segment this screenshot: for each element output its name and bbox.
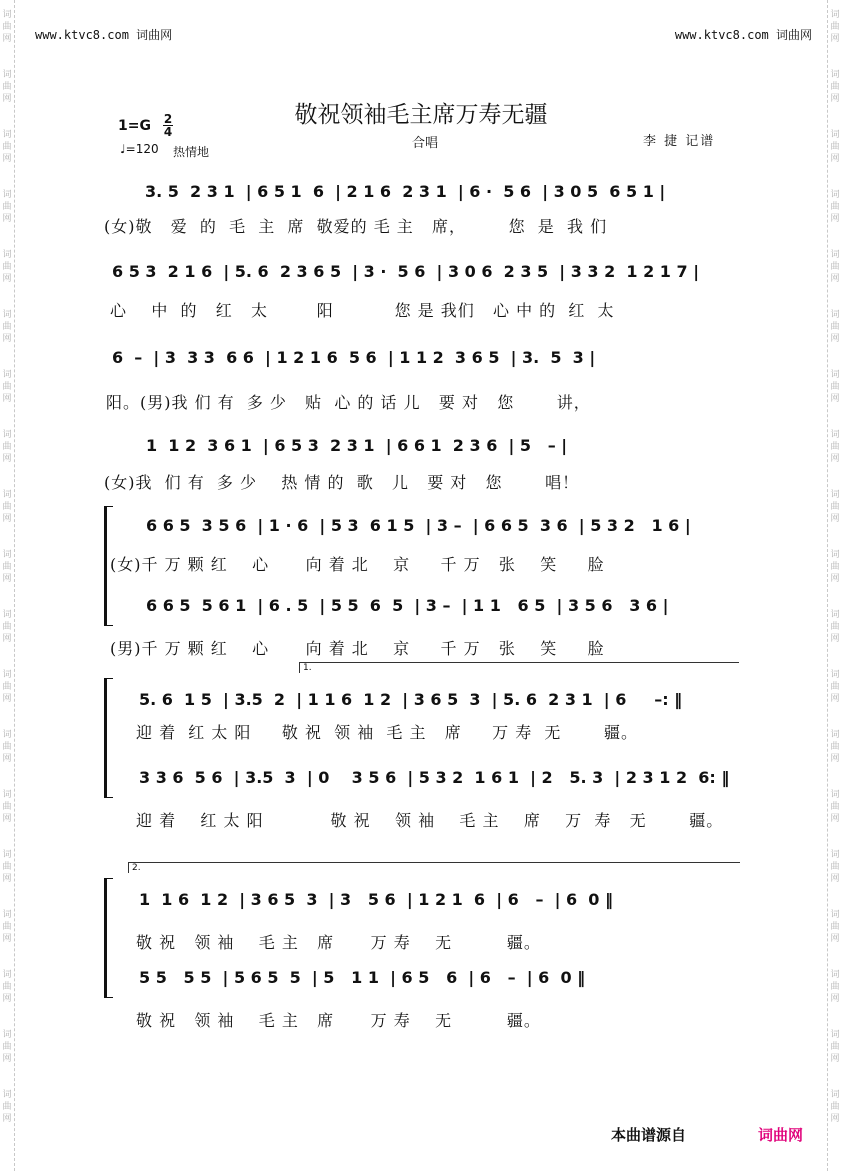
watermark-glyph: 曲 xyxy=(830,922,840,932)
watermark-glyph: 曲 xyxy=(2,682,12,692)
watermark-glyph: 曲 xyxy=(830,1102,840,1112)
watermark-glyph: 网 xyxy=(2,694,12,704)
notation-line-3: 6 – | 3 3 3 6 6 | 1 2 1 6 5 6 | 1 1 2 3 6 5 | 3. 5 3 | xyxy=(112,348,596,367)
watermark-glyph: 网 xyxy=(830,994,840,1004)
watermark-glyph: 词 xyxy=(2,130,12,140)
watermark-glyph: 词 xyxy=(830,490,840,500)
arranger-credit: 李 捷 记谱 xyxy=(643,134,716,149)
watermark-glyph: 网 xyxy=(830,574,840,584)
left-watermark-strip xyxy=(0,0,15,1171)
watermark-glyph: 曲 xyxy=(2,322,12,332)
key-signature: 1=G xyxy=(118,118,151,134)
lyrics-line-10: 敬 祝 领 袖 毛 主 席 万 寿 无 疆。 xyxy=(136,1011,541,1030)
watermark-glyph: 曲 xyxy=(2,862,12,872)
watermark-glyph: 曲 xyxy=(2,442,12,452)
watermark-glyph: 网 xyxy=(830,934,840,944)
lyrics-line-5: (女)千 万 颗 红 心 向 着 北 京 千 万 张 笑 脸 xyxy=(110,555,605,574)
watermark-glyph: 词 xyxy=(830,190,840,200)
watermark-glyph: 曲 xyxy=(2,802,12,812)
watermark-glyph: 网 xyxy=(830,394,840,404)
watermark-glyph: 网 xyxy=(2,514,12,524)
watermark-glyph: 曲 xyxy=(830,22,840,32)
watermark-glyph: 网 xyxy=(2,454,12,464)
watermark-glyph: 网 xyxy=(2,874,12,884)
watermark-glyph: 词 xyxy=(830,550,840,560)
watermark-glyph: 曲 xyxy=(830,82,840,92)
watermark-glyph: 词 xyxy=(2,250,12,260)
watermark-glyph: 网 xyxy=(830,334,840,344)
watermark-glyph: 网 xyxy=(2,754,12,764)
watermark-glyph: 网 xyxy=(830,694,840,704)
watermark-glyph: 词 xyxy=(830,430,840,440)
watermark-glyph: 词 xyxy=(830,970,840,980)
watermark-glyph: 曲 xyxy=(2,622,12,632)
watermark-glyph: 网 xyxy=(2,214,12,224)
second-ending-label: 2. xyxy=(132,863,141,873)
watermark-glyph: 曲 xyxy=(2,22,12,32)
lyrics-line-4: (女)我 们 有 多 少 热 情 的 歌 儿 要 对 您 唱！ xyxy=(104,473,580,492)
watermark-glyph: 网 xyxy=(830,454,840,464)
lyrics-line-7: 迎 着 红 太 阳 敬 祝 领 袖 毛 主 席 万 寿 无 疆。 xyxy=(136,723,639,742)
notation-line-2: 6 5 3 2 1 6 | 5. 6 2 3 6 5 | 3 · 5 6 | 3 0 6 2 3 5 | 3 3 2 1 2 1 7 | xyxy=(112,262,700,281)
watermark-glyph: 曲 xyxy=(2,742,12,752)
watermark-glyph: 词 xyxy=(830,670,840,680)
watermark-glyph: 词 xyxy=(2,850,12,860)
watermark-glyph: 曲 xyxy=(830,382,840,392)
watermark-glyph: 网 xyxy=(830,1114,840,1124)
time-bottom: 4 xyxy=(163,125,173,139)
footer-source-label: 本曲谱源自 xyxy=(611,1126,687,1144)
song-title: 敬祝领袖毛主席万寿无疆 xyxy=(294,102,548,128)
watermark-glyph: 网 xyxy=(2,814,12,824)
watermark-glyph: 网 xyxy=(830,1054,840,1064)
watermark-glyph: 词 xyxy=(2,190,12,200)
watermark-glyph: 词 xyxy=(830,730,840,740)
watermark-glyph: 曲 xyxy=(830,142,840,152)
time-signature xyxy=(163,113,173,138)
footer-brand-link[interactable]: 词曲网 xyxy=(758,1126,804,1144)
watermark-glyph: 曲 xyxy=(2,142,12,152)
notation-line-6: 6 6 5 5 6 1 | 6 . 5 | 5 5 6 5 | 3 – | 1 1 6 5 | 3 5 6 3 6 | xyxy=(146,596,669,615)
watermark-glyph: 网 xyxy=(830,34,840,44)
watermark-glyph: 曲 xyxy=(2,202,12,212)
watermark-glyph: 词 xyxy=(830,1030,840,1040)
watermark-glyph: 词 xyxy=(2,790,12,800)
watermark-glyph: 词 xyxy=(2,10,12,20)
site-url-left: www.ktvc8.com 词曲网 xyxy=(35,28,173,42)
watermark-glyph: 曲 xyxy=(2,382,12,392)
lyrics-line-6: (男)千 万 颗 红 心 向 着 北 京 千 万 张 笑 脸 xyxy=(110,639,605,658)
watermark-glyph: 网 xyxy=(2,634,12,644)
watermark-glyph: 曲 xyxy=(830,562,840,572)
watermark-glyph: 词 xyxy=(2,970,12,980)
watermark-glyph: 词 xyxy=(830,610,840,620)
watermark-glyph: 词 xyxy=(2,490,12,500)
lyrics-line-8: 迎 着 红 太 阳 敬 祝 领 袖 毛 主 席 万 寿 无 疆。 xyxy=(136,811,724,830)
watermark-glyph: 网 xyxy=(2,934,12,944)
watermark-glyph: 词 xyxy=(830,130,840,140)
watermark-glyph: 曲 xyxy=(2,82,12,92)
site-url-right: www.ktvc8.com 词曲网 xyxy=(674,28,812,42)
lyrics-line-3: 阳。(男)我 们 有 多 少 贴 心 的 话 儿 要 对 您 讲， xyxy=(106,393,591,412)
watermark-glyph: 网 xyxy=(2,1054,12,1064)
watermark-glyph: 曲 xyxy=(830,802,840,812)
watermark-glyph: 词 xyxy=(2,1090,12,1100)
watermark-glyph: 曲 xyxy=(830,742,840,752)
watermark-glyph: 词 xyxy=(830,10,840,20)
first-ending-label: 1. xyxy=(303,663,312,673)
watermark-glyph: 词 xyxy=(2,670,12,680)
watermark-glyph: 词 xyxy=(2,550,12,560)
watermark-glyph: 词 xyxy=(2,1030,12,1040)
watermark-glyph: 曲 xyxy=(2,562,12,572)
watermark-glyph: 词 xyxy=(2,310,12,320)
notation-line-9: 1 1 6 1 2 | 3 6 5 3 | 3 5 6 | 1 2 1 6 | 6 – | 6 0 ‖ xyxy=(139,890,613,909)
watermark-glyph: 网 xyxy=(2,994,12,1004)
system-brace-3 xyxy=(104,878,113,998)
watermark-glyph: 曲 xyxy=(2,262,12,272)
tempo-marking: ♩=120 xyxy=(120,142,159,156)
lyrics-line-2: 心 中 的 红 太 阳 您 是 我们 心 中 的 红 太 xyxy=(110,301,615,320)
watermark-glyph: 曲 xyxy=(830,322,840,332)
watermark-glyph: 词 xyxy=(2,430,12,440)
watermark-glyph: 曲 xyxy=(830,262,840,272)
watermark-glyph: 网 xyxy=(2,154,12,164)
watermark-glyph: 曲 xyxy=(2,1102,12,1112)
watermark-glyph: 网 xyxy=(830,754,840,764)
second-ending-bracket xyxy=(128,862,740,873)
first-ending-bracket xyxy=(299,662,739,673)
right-watermark-strip xyxy=(827,0,842,1171)
watermark-glyph: 词 xyxy=(2,910,12,920)
lyrics-line-9: 敬 祝 领 袖 毛 主 席 万 寿 无 疆。 xyxy=(136,933,541,952)
watermark-glyph: 网 xyxy=(830,634,840,644)
watermark-glyph: 词 xyxy=(830,1090,840,1100)
watermark-glyph: 网 xyxy=(830,154,840,164)
watermark-glyph: 网 xyxy=(2,34,12,44)
watermark-glyph: 词 xyxy=(830,70,840,80)
watermark-glyph: 曲 xyxy=(830,202,840,212)
watermark-glyph: 网 xyxy=(2,334,12,344)
watermark-glyph: 曲 xyxy=(830,862,840,872)
watermark-glyph: 词 xyxy=(830,370,840,380)
watermark-glyph: 词 xyxy=(2,370,12,380)
watermark-glyph: 网 xyxy=(2,1114,12,1124)
notation-line-4: 1 1 2 3 6 1 | 6 5 3 2 3 1 | 6 6 1 2 3 6 | 5 – | xyxy=(146,436,568,455)
watermark-glyph: 曲 xyxy=(830,502,840,512)
watermark-glyph: 网 xyxy=(830,94,840,104)
watermark-glyph: 词 xyxy=(2,730,12,740)
watermark-glyph: 曲 xyxy=(830,982,840,992)
watermark-glyph: 网 xyxy=(2,94,12,104)
watermark-glyph: 曲 xyxy=(2,502,12,512)
watermark-glyph: 词 xyxy=(830,310,840,320)
watermark-glyph: 网 xyxy=(2,574,12,584)
watermark-glyph: 曲 xyxy=(830,622,840,632)
watermark-glyph: 词 xyxy=(830,250,840,260)
system-brace-2 xyxy=(104,678,113,798)
watermark-glyph: 词 xyxy=(2,70,12,80)
watermark-glyph: 网 xyxy=(2,274,12,284)
watermark-glyph: 网 xyxy=(830,874,840,884)
watermark-glyph: 词 xyxy=(2,610,12,620)
notation-line-5: 6 6 5 3 5 6 | 1 · 6 | 5 3 6 1 5 | 3 – | 6 6 5 3 6 | 5 3 2 1 6 | xyxy=(146,516,691,535)
watermark-glyph: 网 xyxy=(830,514,840,524)
watermark-glyph: 词 xyxy=(830,790,840,800)
watermark-glyph: 曲 xyxy=(2,922,12,932)
watermark-glyph: 曲 xyxy=(830,442,840,452)
watermark-glyph: 曲 xyxy=(830,1042,840,1052)
watermark-glyph: 曲 xyxy=(2,1042,12,1052)
watermark-glyph: 网 xyxy=(2,394,12,404)
lyrics-line-1: (女)敬 爱 的 毛 主 席 敬爱的 毛 主 席， 您 是 我 们 xyxy=(104,217,608,236)
performance-form: 合唱 xyxy=(412,136,439,151)
time-top: 2 xyxy=(163,112,173,126)
notation-line-8: 3 3 6 5 6 | 3.5 3 | 0 3 5 6 | 5 3 2 1 6 1 | 2 5. 3 | 2 3 1 2 6: ‖ xyxy=(139,768,730,787)
watermark-glyph: 词 xyxy=(830,850,840,860)
watermark-glyph: 网 xyxy=(830,274,840,284)
watermark-glyph: 曲 xyxy=(2,982,12,992)
watermark-glyph: 词 xyxy=(830,910,840,920)
notation-line-10: 5 5 5 5 | 5 6 5 5 | 5 1 1 | 6 5 6 | 6 – | 6 0 ‖ xyxy=(139,968,586,987)
watermark-glyph: 网 xyxy=(830,814,840,824)
watermark-glyph: 网 xyxy=(830,214,840,224)
watermark-glyph: 曲 xyxy=(830,682,840,692)
expression-marking: 热情地 xyxy=(173,145,210,159)
notation-line-7: 5. 6 1 5 | 3.5 2 | 1 1 6 1 2 | 3 6 5 3 | 5. 6 2 3 1 | 6 –: ‖ xyxy=(139,690,683,709)
notation-line-1: 3. 5 2 3 1 | 6 5 1 6 | 2 1 6 2 3 1 | 6 · 5 6 | 3 0 5 6 5 1 | xyxy=(145,182,666,201)
